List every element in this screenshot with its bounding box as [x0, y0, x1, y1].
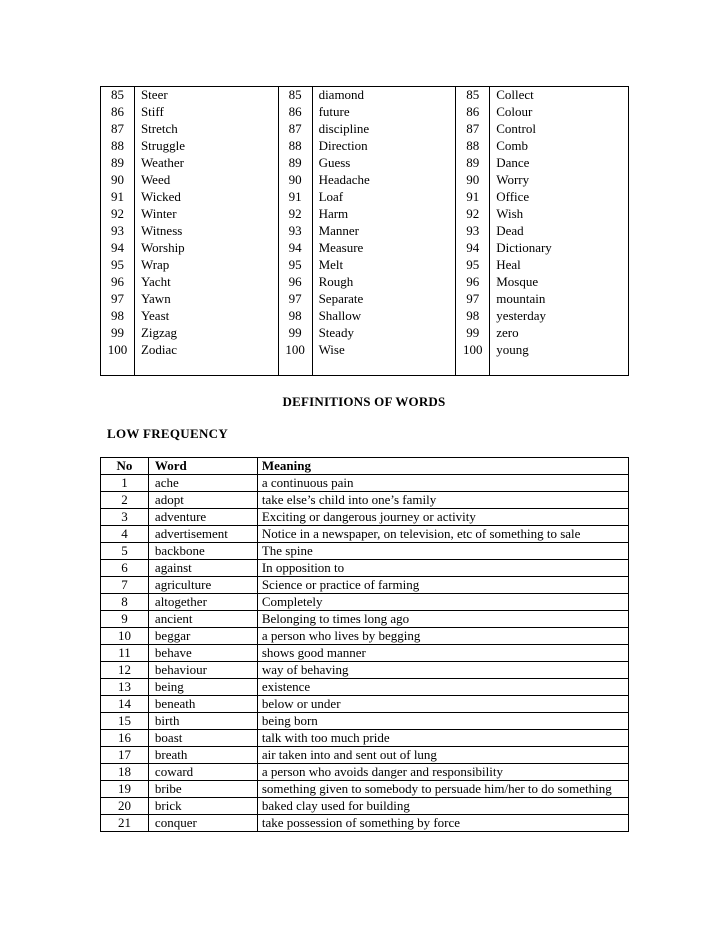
word-number: 93: [456, 223, 490, 240]
word-entry: Wicked: [134, 189, 278, 206]
definition-word: altogether: [148, 594, 257, 611]
definition-row: [101, 611, 629, 628]
definition-no: 19: [101, 781, 149, 798]
word-number: 87: [101, 121, 135, 138]
word-number: 90: [456, 172, 490, 189]
word-number: 85: [456, 87, 490, 105]
definitions-table: [100, 457, 629, 832]
definition-row: [101, 713, 629, 730]
word-number: 86: [278, 104, 312, 121]
word-entry: Worship: [134, 240, 278, 257]
word-number: 100: [101, 342, 135, 376]
definition-word: beggar: [148, 628, 257, 645]
word-list-row: [101, 223, 629, 240]
word-entry: Wish: [490, 206, 629, 223]
definition-no: 5: [101, 543, 149, 560]
word-list-row: [101, 274, 629, 291]
definition-meaning: a person who lives by begging: [257, 628, 628, 645]
word-list-row: [101, 240, 629, 257]
definitions-header-row: [101, 458, 629, 475]
word-number: 92: [278, 206, 312, 223]
definition-word: breath: [148, 747, 257, 764]
frequency-subheading: LOW FREQUENCY: [107, 426, 229, 441]
header-meaning: Meaning: [257, 458, 628, 475]
definition-row: [101, 747, 629, 764]
word-entry: Witness: [134, 223, 278, 240]
word-entry: Comb: [490, 138, 629, 155]
definition-no: 6: [101, 560, 149, 577]
definition-word: advertisement: [148, 526, 257, 543]
definition-no: 3: [101, 509, 149, 526]
definition-meaning: a person who avoids danger and responsibility: [257, 764, 628, 781]
word-entry: Wise: [312, 342, 456, 376]
word-entry: Steady: [312, 325, 456, 342]
word-number: 85: [101, 87, 135, 105]
definition-row: [101, 509, 629, 526]
word-number: 97: [278, 291, 312, 308]
word-number: 88: [456, 138, 490, 155]
word-list-row: [101, 308, 629, 325]
definition-meaning: take else’s child into one’s family: [257, 492, 628, 509]
definition-meaning: In opposition to: [257, 560, 628, 577]
definition-meaning: The spine: [257, 543, 628, 560]
definition-meaning: take possession of something by force: [257, 815, 628, 832]
word-number: 91: [278, 189, 312, 206]
header-no: No: [101, 458, 149, 475]
definition-row: [101, 543, 629, 560]
definition-meaning: Completely: [257, 594, 628, 611]
definition-no: 20: [101, 798, 149, 815]
word-entry: Mosque: [490, 274, 629, 291]
definition-no: 18: [101, 764, 149, 781]
definition-word: adopt: [148, 492, 257, 509]
word-entry: Harm: [312, 206, 456, 223]
definition-meaning: baked clay used for building: [257, 798, 628, 815]
definitions-heading: DEFINITIONS OF WORDS: [282, 394, 446, 409]
definition-row: [101, 475, 629, 492]
word-entry: Yeast: [134, 308, 278, 325]
definition-word: adventure: [148, 509, 257, 526]
definition-meaning: a continuous pain: [257, 475, 628, 492]
word-number: 98: [101, 308, 135, 325]
word-entry: Shallow: [312, 308, 456, 325]
definition-no: 16: [101, 730, 149, 747]
definition-meaning: something given to somebody to persuade him/her to do something: [257, 781, 628, 798]
word-number: 85: [278, 87, 312, 105]
word-entry: discipline: [312, 121, 456, 138]
definition-no: 17: [101, 747, 149, 764]
definition-no: 8: [101, 594, 149, 611]
definition-word: ancient: [148, 611, 257, 628]
word-entry: Rough: [312, 274, 456, 291]
definition-word: agriculture: [148, 577, 257, 594]
definition-word: birth: [148, 713, 257, 730]
definition-word: behaviour: [148, 662, 257, 679]
word-number: 92: [456, 206, 490, 223]
word-entry: Winter: [134, 206, 278, 223]
definition-row: [101, 526, 629, 543]
word-list-row: [101, 138, 629, 155]
definition-row: [101, 577, 629, 594]
word-entry: Control: [490, 121, 629, 138]
definition-meaning: below or under: [257, 696, 628, 713]
word-entry: Office: [490, 189, 629, 206]
definition-row: [101, 560, 629, 577]
definition-meaning: shows good manner: [257, 645, 628, 662]
word-number: 94: [456, 240, 490, 257]
word-number: 91: [456, 189, 490, 206]
word-number: 89: [278, 155, 312, 172]
word-entry: Zodiac: [134, 342, 278, 376]
definition-row: [101, 696, 629, 713]
word-number: 96: [101, 274, 135, 291]
word-number: 94: [278, 240, 312, 257]
word-entry: Separate: [312, 291, 456, 308]
definition-word: bribe: [148, 781, 257, 798]
definition-meaning: talk with too much pride: [257, 730, 628, 747]
word-number: 99: [456, 325, 490, 342]
definition-meaning: air taken into and sent out of lung: [257, 747, 628, 764]
definition-word: brick: [148, 798, 257, 815]
word-number: 99: [278, 325, 312, 342]
word-entry: Colour: [490, 104, 629, 121]
definition-no: 4: [101, 526, 149, 543]
word-entry: future: [312, 104, 456, 121]
word-number: 97: [101, 291, 135, 308]
word-number: 100: [456, 342, 490, 376]
word-entry: Direction: [312, 138, 456, 155]
word-number: 88: [101, 138, 135, 155]
word-number: 87: [456, 121, 490, 138]
word-entry: Dance: [490, 155, 629, 172]
word-entry: Steer: [134, 87, 278, 105]
word-entry: Yawn: [134, 291, 278, 308]
word-list-row: [101, 342, 629, 376]
word-list-row: [101, 172, 629, 189]
definition-meaning: Notice in a newspaper, on television, etc of something to sale: [257, 526, 628, 543]
definition-no: 11: [101, 645, 149, 662]
word-list-row: [101, 291, 629, 308]
definition-word: coward: [148, 764, 257, 781]
word-number: 96: [278, 274, 312, 291]
word-number: 92: [101, 206, 135, 223]
word-list-row: [101, 121, 629, 138]
definition-meaning: Exciting or dangerous journey or activity: [257, 509, 628, 526]
definition-word: being: [148, 679, 257, 696]
definition-row: [101, 815, 629, 832]
word-entry: Struggle: [134, 138, 278, 155]
word-entry: Collect: [490, 87, 629, 105]
word-list-table: [100, 86, 629, 376]
definition-row: [101, 730, 629, 747]
definition-row: [101, 645, 629, 662]
word-entry: Weed: [134, 172, 278, 189]
word-entry: yesterday: [490, 308, 629, 325]
definition-no: 14: [101, 696, 149, 713]
word-number: 98: [278, 308, 312, 325]
header-word: Word: [148, 458, 257, 475]
word-list-row: [101, 155, 629, 172]
word-entry: Zigzag: [134, 325, 278, 342]
definition-word: boast: [148, 730, 257, 747]
word-number: 97: [456, 291, 490, 308]
word-number: 90: [278, 172, 312, 189]
word-list-row: [101, 325, 629, 342]
definition-no: 1: [101, 475, 149, 492]
word-entry: Worry: [490, 172, 629, 189]
word-entry: Loaf: [312, 189, 456, 206]
word-number: 95: [101, 257, 135, 274]
definition-no: 15: [101, 713, 149, 730]
definition-row: [101, 781, 629, 798]
word-entry: Stiff: [134, 104, 278, 121]
definition-no: 2: [101, 492, 149, 509]
word-number: 93: [278, 223, 312, 240]
word-number: 87: [278, 121, 312, 138]
word-entry: Headache: [312, 172, 456, 189]
word-number: 95: [456, 257, 490, 274]
definition-no: 10: [101, 628, 149, 645]
definition-row: [101, 662, 629, 679]
word-number: 93: [101, 223, 135, 240]
definition-meaning: being born: [257, 713, 628, 730]
word-number: 95: [278, 257, 312, 274]
word-list-row: [101, 257, 629, 274]
definition-row: [101, 679, 629, 696]
word-entry: Weather: [134, 155, 278, 172]
word-entry: Dead: [490, 223, 629, 240]
word-entry: Heal: [490, 257, 629, 274]
definition-no: 21: [101, 815, 149, 832]
word-entry: Yacht: [134, 274, 278, 291]
definition-row: [101, 492, 629, 509]
definition-row: [101, 594, 629, 611]
word-entry: zero: [490, 325, 629, 342]
word-number: 94: [101, 240, 135, 257]
definition-meaning: existence: [257, 679, 628, 696]
definition-no: 9: [101, 611, 149, 628]
definition-meaning: Science or practice of farming: [257, 577, 628, 594]
word-entry: Wrap: [134, 257, 278, 274]
word-list-row: [101, 104, 629, 121]
word-entry: Melt: [312, 257, 456, 274]
definition-row: [101, 764, 629, 781]
word-entry: young: [490, 342, 629, 376]
word-entry: Measure: [312, 240, 456, 257]
word-number: 86: [101, 104, 135, 121]
word-list-row: [101, 189, 629, 206]
definition-meaning: way of behaving: [257, 662, 628, 679]
word-number: 99: [101, 325, 135, 342]
definition-word: behave: [148, 645, 257, 662]
word-number: 86: [456, 104, 490, 121]
word-entry: Stretch: [134, 121, 278, 138]
word-number: 91: [101, 189, 135, 206]
word-entry: mountain: [490, 291, 629, 308]
word-number: 90: [101, 172, 135, 189]
definition-word: against: [148, 560, 257, 577]
word-list-row: [101, 87, 629, 105]
definition-word: backbone: [148, 543, 257, 560]
word-number: 100: [278, 342, 312, 376]
word-entry: Guess: [312, 155, 456, 172]
definition-word: beneath: [148, 696, 257, 713]
word-entry: Dictionary: [490, 240, 629, 257]
word-number: 96: [456, 274, 490, 291]
word-number: 98: [456, 308, 490, 325]
word-number: 89: [456, 155, 490, 172]
word-number: 89: [101, 155, 135, 172]
definition-meaning: Belonging to times long ago: [257, 611, 628, 628]
definition-no: 13: [101, 679, 149, 696]
definition-word: ache: [148, 475, 257, 492]
definition-no: 7: [101, 577, 149, 594]
word-list-row: [101, 206, 629, 223]
definition-row: [101, 798, 629, 815]
word-entry: Manner: [312, 223, 456, 240]
word-entry: diamond: [312, 87, 456, 105]
word-number: 88: [278, 138, 312, 155]
definition-no: 12: [101, 662, 149, 679]
definition-word: conquer: [148, 815, 257, 832]
definition-row: [101, 628, 629, 645]
